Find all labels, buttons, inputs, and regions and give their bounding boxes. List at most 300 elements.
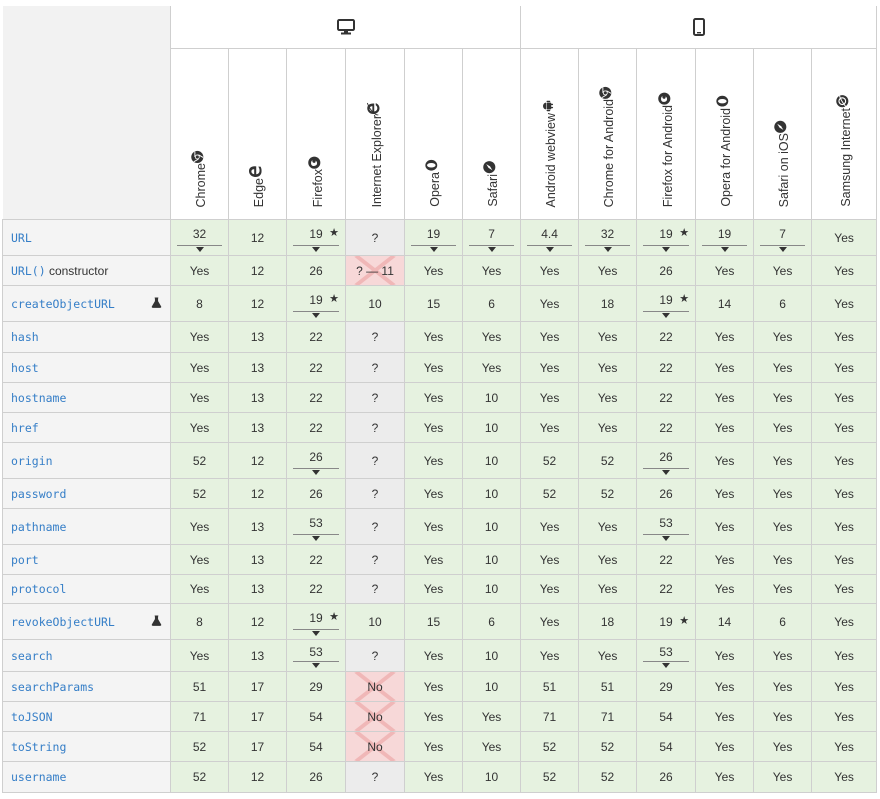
expand-notes-triangle-icon[interactable] [196, 247, 204, 252]
support-value: Yes [772, 360, 793, 375]
support-value: Yes [423, 420, 444, 435]
support-cell-firefox[interactable] [287, 640, 346, 672]
support-value: Yes [597, 519, 618, 534]
support-cell-android-webview[interactable] [521, 220, 579, 256]
support-cell-internet-explorer [346, 509, 405, 545]
support-value: 14 [717, 614, 732, 629]
support-value: 15 [426, 614, 441, 629]
support-cell-opera-for-android [696, 604, 754, 640]
support-value: 52 [600, 486, 615, 501]
browser-header-label [541, 98, 558, 211]
support-cell-opera [405, 640, 463, 672]
support-value: Yes [714, 739, 735, 754]
support-cell-edge [229, 443, 287, 479]
table-row [3, 286, 877, 322]
support-cell-opera-for-android [696, 256, 754, 286]
support-value: 15 [426, 296, 441, 311]
opera-icon [716, 95, 729, 108]
support-cell-chrome [171, 322, 229, 353]
support-cell-android-webview [521, 575, 579, 604]
support-cell-opera-for-android [696, 640, 754, 672]
feature-name-to-string[interactable] [3, 732, 171, 762]
support-cell-chrome-for-android [579, 353, 637, 383]
feature-label[interactable]: username [11, 770, 67, 784]
support-value: Yes [834, 420, 854, 435]
support-value: 10 [484, 679, 499, 694]
expand-notes-triangle-icon[interactable] [430, 247, 438, 252]
firefox-icon [658, 92, 671, 105]
support-value: 14 [717, 296, 732, 311]
support-cell-firefox[interactable] [287, 443, 346, 479]
support-cell-samsung-internet [812, 702, 877, 732]
support-cell-firefox-for-android [637, 732, 696, 762]
support-value: 53 [659, 515, 673, 530]
expand-notes-triangle-icon[interactable] [662, 247, 670, 252]
support-cell-internet-explorer [346, 286, 405, 322]
support-value: Yes [772, 390, 793, 405]
support-cell-edge [229, 545, 287, 575]
browser-name: Opera [427, 172, 442, 207]
table-row [3, 672, 877, 702]
browser-header-label [249, 163, 266, 210]
support-value: 13 [250, 330, 265, 344]
support-value: 52 [192, 453, 207, 468]
support-cell-samsung-internet [812, 220, 877, 256]
feature-name-url[interactable] [3, 256, 171, 286]
firefox-icon [308, 156, 321, 169]
support-cell-firefox[interactable] [287, 220, 346, 256]
support-cell-edge [229, 220, 287, 256]
support-cell-chrome-for-android [579, 443, 637, 479]
support-cell-chrome-for-android [579, 545, 637, 575]
support-cell-safari-on-i-os [754, 353, 812, 383]
support-value: 12 [250, 614, 265, 629]
support-value: Yes [189, 582, 210, 596]
expand-notes-triangle-icon[interactable] [546, 247, 554, 252]
support-cell-firefox-for-android[interactable] [637, 220, 696, 256]
support-value: Yes [714, 582, 735, 596]
support-value: 6 [779, 614, 786, 629]
support-value: 52 [542, 739, 557, 754]
support-value: 19 [309, 226, 323, 241]
support-cell-safari [463, 732, 521, 762]
expand-notes-triangle-icon[interactable] [312, 470, 320, 475]
note-underline [293, 629, 339, 630]
feature-label[interactable]: hash [11, 330, 39, 344]
feature-label[interactable]: URL [11, 230, 32, 245]
table-row [3, 640, 877, 672]
support-value: Yes [714, 420, 735, 435]
support-value: Yes [423, 360, 444, 375]
support-value: 52 [600, 453, 615, 468]
support-cell-opera [405, 732, 463, 762]
expand-notes-triangle-icon[interactable] [662, 313, 670, 318]
support-cell-safari-on-i-os [754, 762, 812, 793]
feature-label[interactable]: toJSON [11, 709, 53, 724]
support-cell-chrome-for-android [579, 672, 637, 702]
support-cell-android-webview [521, 702, 579, 732]
browser-header-safari-on-i-os [754, 49, 812, 220]
support-cell-internet-explorer [346, 256, 405, 286]
support-cell-firefox [287, 702, 346, 732]
support-value: 17 [250, 739, 265, 754]
support-value: 22 [309, 582, 323, 596]
support-value: 71 [600, 709, 615, 724]
support-value: 12 [250, 770, 265, 784]
support-value: 6 [488, 296, 495, 311]
support-cell-safari [463, 353, 521, 383]
support-cell-samsung-internet [812, 545, 877, 575]
support-cell-internet-explorer [346, 732, 405, 762]
support-cell-opera-for-android [696, 383, 754, 413]
support-value: Yes [834, 709, 854, 724]
support-cell-safari-on-i-os [754, 413, 812, 443]
safari-icon [483, 161, 496, 174]
support-value: Yes [714, 263, 735, 278]
feature-name-origin[interactable] [3, 443, 171, 479]
table-row [3, 220, 877, 256]
note-star-icon: ★ [329, 292, 339, 305]
support-value: Yes [423, 709, 444, 724]
support-cell-opera-for-android [696, 413, 754, 443]
table-row [3, 509, 877, 545]
support-cell-edge [229, 353, 287, 383]
support-cell-opera-for-android[interactable] [696, 220, 754, 256]
browser-name: Firefox for Android [660, 104, 675, 207]
support-value: Yes [423, 552, 444, 567]
browser-header-firefox-for-android [637, 49, 696, 220]
note-underline [643, 311, 689, 312]
browser-name: Edge [251, 177, 266, 207]
support-value: 7 [488, 226, 495, 241]
support-cell-opera-for-android [696, 509, 754, 545]
table-row [3, 256, 877, 286]
support-value: Yes [189, 263, 210, 278]
support-value: 10 [368, 614, 382, 629]
support-value: Yes [714, 453, 735, 468]
support-cell-firefox[interactable] [287, 509, 346, 545]
expand-notes-triangle-icon[interactable] [312, 313, 320, 318]
browser-name: Opera for Android [718, 108, 733, 207]
support-cell-firefox-for-android[interactable] [637, 286, 696, 322]
feature-label[interactable]: revokeObjectURL [11, 614, 115, 629]
expand-notes-triangle-icon[interactable] [779, 247, 787, 252]
support-value: Yes [423, 679, 444, 694]
opera-icon [425, 159, 438, 172]
support-value: Yes [481, 330, 502, 344]
support-value: Yes [834, 230, 854, 245]
support-cell-chrome [171, 256, 229, 286]
support-cell-safari-on-i-os[interactable] [754, 220, 812, 256]
support-value: ? [371, 420, 379, 435]
support-value: Yes [714, 390, 735, 405]
table-row [3, 443, 877, 479]
note-star-icon: ★ [679, 226, 690, 239]
note-underline [643, 661, 689, 662]
support-value: Yes [834, 390, 854, 405]
table-row [3, 702, 877, 732]
support-cell-safari-on-i-os [754, 732, 812, 762]
support-cell-opera [405, 413, 463, 443]
support-value: Yes [772, 420, 793, 435]
support-cell-android-webview [521, 762, 579, 793]
support-value: 18 [600, 296, 615, 311]
support-value: 22 [659, 360, 673, 375]
feature-name-href[interactable] [3, 413, 171, 443]
support-cell-samsung-internet [812, 479, 877, 509]
support-value: Yes [481, 263, 502, 278]
expand-notes-triangle-icon[interactable] [312, 631, 320, 636]
support-value: 22 [659, 390, 673, 405]
support-value: Yes [189, 390, 210, 405]
support-value: Yes [834, 770, 854, 784]
feature-name-hostname[interactable] [3, 383, 171, 413]
support-cell-safari [463, 256, 521, 286]
support-cell-opera-for-android [696, 286, 754, 322]
support-value: Yes [772, 330, 793, 344]
expand-notes-triangle-icon[interactable] [662, 536, 670, 541]
table-row [3, 732, 877, 762]
support-cell-safari-on-i-os [754, 545, 812, 575]
support-value: Yes [834, 519, 854, 534]
support-cell-chrome [171, 383, 229, 413]
support-cell-chrome-for-android [579, 286, 637, 322]
support-cell-firefox-for-android [637, 479, 696, 509]
support-cell-internet-explorer [346, 762, 405, 793]
support-value: 10 [484, 453, 499, 468]
support-value: Yes [714, 486, 735, 501]
support-cell-chrome-for-android[interactable] [579, 220, 637, 256]
browser-header-safari [463, 49, 521, 220]
expand-notes-triangle-icon[interactable] [312, 536, 320, 541]
support-value: Yes [189, 420, 210, 435]
feature-name-hash[interactable] [3, 322, 171, 353]
support-value: 13 [250, 519, 265, 534]
support-cell-firefox-for-android[interactable] [637, 640, 696, 672]
table-row [3, 575, 877, 604]
feature-label[interactable]: URL() [11, 263, 46, 278]
support-cell-opera[interactable] [405, 220, 463, 256]
support-value: 13 [250, 552, 265, 567]
support-cell-firefox[interactable] [287, 604, 346, 640]
support-value: Yes [423, 519, 444, 534]
support-value: 22 [659, 330, 673, 344]
support-cell-edge [229, 413, 287, 443]
support-value: 6 [779, 296, 786, 311]
feature-label[interactable]: createObjectURL [11, 296, 115, 311]
feature-name-create-object-url[interactable] [3, 286, 171, 322]
support-cell-edge [229, 762, 287, 793]
support-value: 26 [309, 770, 323, 784]
feature-label[interactable]: href [11, 420, 39, 435]
support-value: 19 [309, 610, 323, 625]
expand-notes-triangle-icon[interactable] [721, 247, 729, 252]
feature-label[interactable]: host [11, 360, 39, 375]
support-value: 10 [484, 552, 499, 567]
support-cell-opera [405, 545, 463, 575]
feature-name-search[interactable] [3, 640, 171, 672]
support-cell-safari[interactable] [463, 220, 521, 256]
support-value: Yes [834, 453, 854, 468]
support-value: ? [371, 648, 379, 663]
feature-label[interactable]: toString [11, 739, 67, 754]
support-cell-safari [463, 286, 521, 322]
expand-notes-triangle-icon[interactable] [662, 470, 670, 475]
support-value: ? [371, 552, 379, 567]
support-value: Yes [189, 360, 210, 375]
feature-label[interactable]: password [11, 486, 67, 501]
support-cell-samsung-internet [812, 322, 877, 353]
browser-header-label [836, 93, 853, 210]
support-cell-firefox[interactable] [287, 286, 346, 322]
support-value: Yes [539, 582, 560, 596]
feature-label[interactable]: search [11, 648, 53, 663]
support-cell-firefox [287, 322, 346, 353]
support-value: 52 [542, 486, 557, 501]
support-cell-internet-explorer [346, 545, 405, 575]
support-cell-firefox-for-android [637, 353, 696, 383]
expand-notes-triangle-icon[interactable] [312, 663, 320, 668]
feature-label[interactable]: searchParams [11, 679, 95, 694]
chrome-icon [599, 86, 612, 99]
support-cell-safari [463, 509, 521, 545]
support-cell-opera [405, 353, 463, 383]
note-underline [643, 468, 689, 469]
feature-label[interactable]: pathname [11, 519, 67, 534]
support-value: 26 [659, 449, 673, 464]
support-value: Yes [834, 614, 854, 629]
expand-notes-triangle-icon[interactable] [604, 247, 612, 252]
feature-name-password[interactable] [3, 479, 171, 509]
support-value: Yes [597, 420, 618, 435]
support-value: 29 [309, 679, 323, 694]
support-value: ? [371, 390, 379, 405]
feature-name-url[interactable] [3, 220, 171, 256]
support-value: Yes [772, 739, 793, 754]
support-cell-chrome [171, 509, 229, 545]
feature-label[interactable]: origin [11, 453, 53, 468]
support-cell-opera [405, 672, 463, 702]
support-cell-firefox-for-android [637, 672, 696, 702]
support-cell-internet-explorer [346, 322, 405, 353]
browser-header-chrome-for-android [579, 49, 637, 220]
platform-mobile [521, 6, 877, 49]
support-cell-firefox-for-android[interactable] [637, 509, 696, 545]
support-cell-firefox-for-android[interactable] [637, 443, 696, 479]
support-value: 71 [542, 709, 557, 724]
browser-header-edge [229, 49, 287, 220]
support-cell-internet-explorer [346, 640, 405, 672]
expand-notes-triangle-icon[interactable] [662, 663, 670, 668]
feature-name-host[interactable] [3, 353, 171, 383]
support-value: Yes [834, 330, 854, 344]
support-cell-edge [229, 702, 287, 732]
support-cell-safari [463, 575, 521, 604]
support-cell-opera-for-android [696, 545, 754, 575]
support-cell-chrome [171, 413, 229, 443]
support-cell-firefox-for-android [637, 604, 696, 640]
support-value: 12 [250, 486, 265, 501]
feature-label[interactable]: port [11, 552, 39, 567]
note-star-icon: ★ [329, 610, 339, 623]
support-cell-chrome [171, 762, 229, 793]
note-star-icon: ★ [329, 226, 339, 239]
expand-notes-triangle-icon[interactable] [488, 247, 496, 252]
support-cell-chrome-for-android [579, 383, 637, 413]
support-cell-safari-on-i-os [754, 479, 812, 509]
table-row [3, 413, 877, 443]
feature-label[interactable]: hostname [11, 390, 67, 405]
support-value: Yes [189, 648, 210, 663]
support-cell-opera [405, 575, 463, 604]
support-cell-opera [405, 256, 463, 286]
feature-name-pathname[interactable] [3, 509, 171, 545]
support-cell-android-webview [521, 672, 579, 702]
support-cell-android-webview [521, 353, 579, 383]
support-cell-chrome-for-android [579, 322, 637, 353]
support-cell-firefox [287, 353, 346, 383]
note-underline [702, 245, 747, 246]
browser-name: Internet Explorer [369, 114, 384, 207]
support-cell-chrome [171, 575, 229, 604]
note-underline [293, 311, 339, 312]
support-cell-opera [405, 762, 463, 793]
support-cell-edge [229, 672, 287, 702]
support-cell-chrome [171, 732, 229, 762]
support-value: 22 [309, 390, 323, 405]
support-cell-edge [229, 322, 287, 353]
feature-name-protocol[interactable] [3, 575, 171, 604]
browser-name: Chrome [193, 162, 208, 207]
support-cell-safari-on-i-os [754, 443, 812, 479]
support-cell-opera [405, 443, 463, 479]
support-cell-edge [229, 479, 287, 509]
support-cell-safari [463, 604, 521, 640]
expand-notes-triangle-icon[interactable] [312, 247, 320, 252]
support-value: 54 [659, 709, 673, 724]
support-cell-firefox [287, 256, 346, 286]
table-row [3, 762, 877, 793]
support-cell-samsung-internet [812, 286, 877, 322]
support-value: 22 [309, 552, 323, 567]
support-value: 13 [250, 390, 265, 405]
safari-icon [774, 120, 787, 133]
support-cell-firefox-for-android [637, 322, 696, 353]
support-value: Yes [714, 330, 735, 344]
support-value: Yes [772, 679, 793, 694]
support-value: 52 [600, 739, 615, 754]
feature-name-revoke-object-url[interactable] [3, 604, 171, 640]
support-cell-opera-for-android [696, 322, 754, 353]
support-cell-firefox [287, 479, 346, 509]
feature-label[interactable]: protocol [11, 582, 67, 596]
feature-name-port[interactable] [3, 545, 171, 575]
feature-name-username[interactable] [3, 762, 171, 793]
support-value: 18 [600, 614, 615, 629]
support-cell-firefox [287, 383, 346, 413]
support-cell-chrome [171, 479, 229, 509]
support-cell-internet-explorer [346, 702, 405, 732]
support-value: Yes [539, 519, 560, 534]
support-cell-opera [405, 479, 463, 509]
feature-name-search-params[interactable] [3, 672, 171, 702]
support-cell-chrome[interactable] [171, 220, 229, 256]
support-cell-samsung-internet [812, 672, 877, 702]
feature-name-to-json[interactable] [3, 702, 171, 732]
support-value: Yes [597, 330, 618, 344]
table-row [3, 322, 877, 353]
support-cell-opera-for-android [696, 575, 754, 604]
